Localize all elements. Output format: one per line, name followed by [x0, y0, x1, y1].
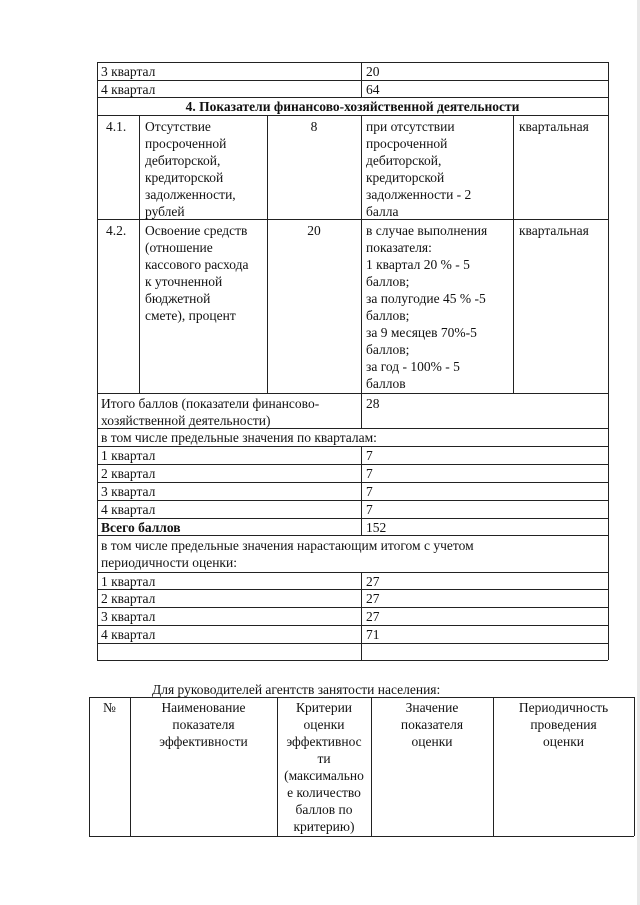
item-4-1-period: квартальная	[519, 119, 589, 134]
quarter-2-value: 7	[366, 466, 373, 481]
cumulative-note: в том числе предельные значения нарастающим итогом с учетом периодичности оценки:	[101, 538, 474, 570]
cumulative-3-label: 3 квартал	[101, 609, 156, 624]
quarters-note: в том числе предельные значения по кварталам:	[101, 430, 377, 445]
item-4-2-period: квартальная	[519, 223, 589, 238]
item-4-1-name: Отсутствие просроченной дебиторской, кредиторской задолженности, рублей	[145, 119, 236, 219]
quarter-4-label: 4 квартал	[101, 502, 156, 517]
cumulative-2-value: 27	[366, 591, 380, 606]
header-indicator-name: Наименование показателя эффективности	[159, 700, 248, 749]
grand-total-value: 152	[366, 520, 387, 535]
cumulative-4-value: 71	[366, 627, 380, 642]
section-4-total-label: Итого баллов (показатели финансово- хозяйственной деятельности)	[101, 396, 320, 428]
header-indicator-value: Значение показателя оценки	[400, 700, 464, 749]
quarter-2-label: 2 квартал	[101, 466, 156, 481]
header-criteria: Критерии оценки эффективнос ти (максимально е количество баллов по критерию)	[284, 700, 364, 834]
header-periodicity: Периодичность проведения оценки	[518, 700, 609, 749]
section-4-title: 4. Показатели финансово-хозяйственной деятельности	[185, 99, 520, 114]
quarter-1-label: 1 квартал	[101, 448, 156, 463]
item-4-2-max-score: 20	[307, 223, 321, 238]
row-3-quarter-label: 3 квартал	[101, 64, 156, 79]
item-4-2-criteria: в случае выполнения показателя: 1 квартал 20 % - 5 баллов; за полугодие 45 % -5 баллов; за 9 месяцев 70%-5 баллов; за год - 100% - 5 баллов	[366, 223, 488, 391]
quarter-1-value: 7	[366, 448, 373, 463]
item-4-1-number: 4.1.	[106, 119, 127, 134]
quarter-4-value: 7	[366, 502, 373, 517]
item-4-1-criteria: при отсутствии просроченной дебиторской, кредиторской задолженности - 2 балла	[366, 119, 472, 219]
grand-total-label: Всего баллов	[101, 520, 181, 535]
row-4-quarter-label: 4 квартал	[101, 82, 156, 97]
cumulative-4-label: 4 квартал	[101, 627, 156, 642]
cumulative-3-value: 27	[366, 609, 380, 624]
quarter-3-label: 3 квартал	[101, 484, 156, 499]
section-4-total-value: 28	[366, 396, 380, 411]
header-number: №	[103, 700, 116, 715]
quarter-3-value: 7	[366, 484, 373, 499]
second-table-caption: Для руководителей агентств занятости населения:	[152, 682, 441, 697]
row-3-quarter-value: 20	[366, 64, 380, 79]
item-4-1-max-score: 8	[310, 119, 318, 134]
item-4-2-number: 4.2.	[106, 223, 127, 238]
item-4-2-name: Освоение средств (отношение кассового расхода к уточненной бюджетной смете), процент	[145, 223, 249, 323]
cumulative-1-label: 1 квартал	[101, 574, 156, 589]
cumulative-1-value: 27	[366, 574, 380, 589]
row-4-quarter-value: 64	[366, 82, 380, 97]
cumulative-2-label: 2 квартал	[101, 591, 156, 606]
